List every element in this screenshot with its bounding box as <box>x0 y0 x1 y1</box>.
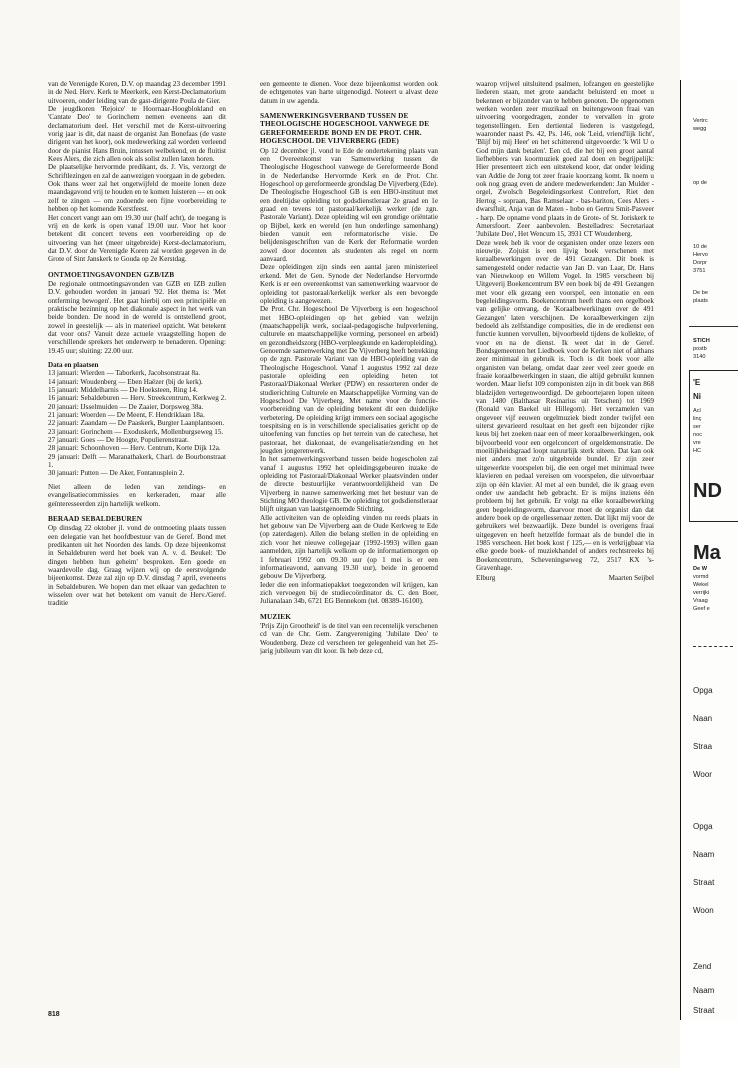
ad-fragment: Opga <box>693 686 713 695</box>
paragraph: In het samenwerkingsverband tussen beide hogescholen zal vanaf 1 augustus 1992 het opleidingsgebeuren inzake de opleiding tot Pastoraal/Diakonaal Werker plaatsvinden onder de directe bestuurlijke verantwoordelijkheid van De Vijverberg in nauwe samenwerking met het bestuur van de Stichting MO theologie GB. De opleiding tot godsdienstleraar blijft uitgaan van laatstgenoemde Stichting. <box>260 455 438 514</box>
paragraph: Alle activiteiten van de opleiding vinden nu reeds plaats in het gebouw van De Vijverberg aan de Oude Kerkweg te Ede (op zaterdagen). Allen die belang stellen in de opleiding en zich voor het nieuwe collegejaar (1992-1993) willen gaan aanmelden, zijn hartelijk welkom op de informatiemorgen op 1 februari 1992 om 09.30 uur (op 1 mei is er een informatieavond, aanvang 19.30 uur), beide in genoemd gebouw De Vijverberg. <box>260 513 438 581</box>
ad-fragment: Zend <box>693 962 712 971</box>
ad-fragment: postb <box>693 346 707 352</box>
ad-fragment: vre <box>693 440 701 446</box>
ad-fragment: HC <box>693 448 702 454</box>
ad-fragment: Hervo <box>693 252 708 258</box>
ad-fragment: Naam <box>693 986 715 995</box>
ad-fragment: ser <box>693 424 701 430</box>
paragraph: Niet alleen de leden van zendings- en evangelisatiecommissies en kerkeraden, maar alle geïnteresseerden zijn hartelijk welkom. <box>48 482 226 508</box>
page-number: 818 <box>48 1011 60 1018</box>
paragraph: Deze week heb ik voor de organisten onder onze lezers een nieuwtje. Zojuist is een lijvig boek verschenen met koraalbewerkingen over de 491 Gezangen. Dit boek is samengesteld onder redactie van Jan D. van Laar, Dr. Hans van Nieuwkoop en Willem Vogel. In 1985 verscheen bij Uitgeverij Boekencentrum BV een boek bij de 491 Gezangen met voor elk gezang een voorspel, een intonatie en een begeleidingsvorm. Boekencentrum heeft thans een orgelboek van gelijke omvang, de 'Koraalbewerkingen over de 491 Gezangen' laten verschijnen. De koraalbewerkingen zijn bedoeld als zelfstandige composities, die in de eredienst een functie kunnen vervullen, bijvoorbeeld tijdens de kollekte, of voor en na de dienst. Ik weet dat in de Geref. Bondsgemeenten het Liedboek voor de Kerken niet of althans zeer minimaal in gebruik is. Toch is dit boek voor alle organisten van belang, omdat daar zeer veel zeer goede en fraaie koraalbewerkingen in staan, die altijd gebruikt kunnen worden. Maar liefst 109 componisten zijn in dit boek van 868 bladzijden vertegenwoordigd. De geboortejaren lopen uiteen van 1480 (Balthasar Resinarius uit Tetschen) tot 1969 (Ronald van Baekel uit Hillegom). Het verzamelen van ongeveer vijf eeuwen orgelmuziek biedt zonder twijfel een uiterst gevarieerd resultaat en het geeft een bijzonder rijke keus bij het zoeken naar een of meer koraalbewerkingen, ook bijvoorbeeld voor een orgelconcert of orgeldemonstratie. De moeilijkheidsgraad loopt natuurlijk sterk uiteen. Dat kan ook niet anders met zo'n uitgebreide bundel. Er zijn zeer uitgewerkte voorspelen bij, die een orgel met minimaal twee klavieren en pedaal vereisen om voorspelen, die uitvoerbaar zijn op één klavier. Al met al een bundel, die ik graag even onder uw aandacht heb gebracht. Er is mijns inziens één probleem bij het gebruik. Er volgt na elke koraalbewerking geen begeleidingsvorm, daarvoor moet de organist dan dat andere boek op de orgellessenaar zetten. Dat lijkt mij voor de gebruikers wel bezwaarlijk. Deze bundel is overigens fraai uitgegeven en heeft hetzelfde formaat als de bundel die in 1985 verscheen. Het boek kost ƒ 125,— en is verkrijgbaar via elke goede boek- of muziekhandel of anders rechtstreeks bij Boekencentrum, Scheveningseweg 72, 2517 KX 's-Gravenhage. <box>476 238 654 572</box>
section-heading: BERAAD SEBALDEBUREN <box>48 513 143 523</box>
ad-fragment: Woon <box>693 906 714 915</box>
list-item: 23 januari: Gorinchem — Exoduskerk, Mollenburgseweg 15. <box>48 427 224 436</box>
paragraph: van de Verenigde Koren, D.V. op maandag 23 december 1991 in de Ned. Herv. Kerk te Meerkerk, een Kerst-Declamatorium uitvoeren, onder leiding van de gast-dirigente Poula de Gier. <box>48 80 226 105</box>
paragraph: De plaatselijke hervormde predikant, ds. J. Vis, verzorgt de Schriftlezingen en zal de aanwezigen voorgaan in de gebeden. <box>48 163 226 180</box>
list-item: 20 januari: IJsselmuiden — De Zaaier, Dorpsweg 38a. <box>48 402 204 411</box>
ad-fragment: linç <box>693 416 702 422</box>
ad-fragment: wegg <box>693 126 707 132</box>
ad-fragment: Straa <box>693 742 713 751</box>
paragraph: De regionale ontmoetingsavonden van GZB en IZB zullen D.V. gehouden worden in januari '92. Het thema is: 'Met ontferming bewogen'. Het gaat hierbij om een principiële en praktische bezinning op het diakonale aspect in het werk van beide bonden. De nood in de wereld is ontstellend groot, zowel in geestelijk — als in materieel opzicht. Wat betekent dat voor ons? Vanuit deze actuele vraagstelling hopen de verschillende sprekers het onderwerp te benaderen. Opening: 19.45 uur; sluiting: 22.00 uur. <box>48 279 226 355</box>
section-heading: MUZIEK <box>260 611 292 621</box>
section-heading: ONTMOETINGSAVONDEN GZB/IZB <box>48 269 175 279</box>
ad-fragment: 'E <box>693 378 701 387</box>
ad-fragment: Opga <box>693 822 713 831</box>
section-heading: SAMENWERKINGSVERBAND TUSSEN DE THEOLOGISCHE HOGESCHOOL VANWEGE DE GEREFORMEERDE BOND EN DE PROT. CHR. HOGESCHOOL DE VIJVERBERG (EDE) <box>260 111 430 146</box>
paragraph: Het concert vangt aan om 19.30 uur (half acht), de toegang is vrij en de kerk is open vanaf 19.00 uur. Voor het koor betekent dit concert tevens een voorbereiding op de uitvoering van het (meer uitgebreide) Kerst-declamatorium, dat D.V. door de Verenigde Koren zal worden gegeven in de Grote of Sint Janskerk te Gouda op 2e Kerstdag. <box>48 213 226 264</box>
ad-fragment: Ni <box>693 392 701 401</box>
ad-fragment: op de <box>693 180 707 186</box>
paragraph: Ook thans weer zal het ongetwijfeld de moeite lonen deze maandagavond vrij te houden en te komen luisteren — en ook zelf te zingen — om zodoende een fijne voorbereiding te hebben op het komende Kerstfeest. <box>48 180 226 214</box>
ad-fragment: STICH <box>693 338 710 344</box>
ad-fragment: 3140 <box>693 354 706 360</box>
paragraph: waarop vrijwel uitsluitend psalmen, lofzangen en geestelijke liederen staan, met grote aandacht beluisterd en moet u bekennen er bijzonder van te hebben genoten. De opgenomen werken worden zeer muzikaal en buitengewoon fraai van uitvoering voorgedragen, zonder te vervallen in grote tegenstellingen. Een dertiental liederen is vastgelegd, waaronder naast Ps. 42, Ps. 146, ook 'Leid, vriend'lijk licht', 'Blijf bij mij Heer' en het schitterend uitgevoerde: 'k Wil U o God mijn dank betalen'. Een cd, die het bij een groot aantal liefhebbers van koormuziek goed zal doen en begrijpelijk: Hier presenteert zich een uitstekend koor, dat onder leiding van Addie de Jong tot zeer fraaie koorzang komt. Ik noem u ook nog graag even de andere medewerkenden: Jan Mulder - orgel, Zwolsch Begeleidingsorkest Contrefort, Riet den Hertog - sopraan, Bas Ramselaar - bas-bariton, Cees Alers - dwarsfluit, Anja van de Maten - hobo en Gertru Smit-Pasveer - harp. De opname vond plaats in de Grote- of St. Joriskerk te Amersfoort. Zeer aanbevolen. Bestelladres: Secretariaat 'Jubilate Deo', Het Wencum 15, 3931 CT Woudenberg. <box>476 80 654 239</box>
ad-fragment: 10 de <box>693 244 707 250</box>
ad-fragment: Straat <box>693 878 715 887</box>
divider <box>693 646 733 647</box>
paragraph: De jeugdkoren 'Rejoice' te Hoornaar-Hoogblokland en 'Cantate Deo' te Gorinchem nemen eveneens aan dit declamatorium deel. Het verschil met de Kerst-uitvoering vorig jaar is dit, dat naast de organist Jan Bonefaas (de vaste dirigent van het koor), ook medewerking zal worden verleend door de pianist Hans Bruin, intussen welbekend, en de fluitist Kees Alers, die zich allen ook als solist zullen laten horen. <box>48 105 226 164</box>
author: Maarten Seijbel <box>608 574 654 583</box>
ad-fragment: Ma <box>693 542 721 564</box>
ad-fragment: noc <box>693 432 703 438</box>
divider <box>689 326 738 327</box>
ad-fragment: 3751 <box>693 268 706 274</box>
paragraph: 'Prijs Zijn Grootheid' is de titel van een recentelijk verschenen cd van de Chr. Gem. Zangvereniging 'Jubilate Deo' te Woudenberg. Deze cd verscheen ter gelegenheid van het 25-jarig jubileum van dit koor. Ik heb deze cd, <box>260 621 438 655</box>
list-item: 30 januari: Putten — De Aker, Fontanusplein 2. <box>48 469 185 478</box>
column-2 <box>260 80 438 1000</box>
list-item: 28 januari: Schoonhoven — Herv. Centrum, Korte Dijk 12a. <box>48 444 221 453</box>
paragraph: een gemeente te dienen. Voor deze bijeenkomst worden ook de echtgenotes van harte uitgenodigd. Noteert u alvast deze datum in uw agenda. <box>260 80 438 105</box>
ad-fragment: Vraag <box>693 598 708 604</box>
paragraph: Ieder die een informatiepakket toegezonden wil krijgen, kan zich vervoegen bij de studiecoördinator ds. C. den Boer, Julianalaan 34b, 6721 EG Bennekom (tel. 08389-16100). <box>260 580 438 606</box>
list-item: 27 januari: Goes — De Hoogte, Populierenstraat. <box>48 436 189 445</box>
paragraph: De Prot. Chr. Hogeschool De Vijverberg is een hogeschool met HBO-opleidingen op het gebied van welzijn (maatschappelijk werk, sociaal-pedagogische hulpverlening, culturele en maatschappelijke vorming, personeel en arbeid) en gezondheidszorg (HBO-verpleegkunde en kaderopleiding). <box>260 305 438 347</box>
ad-fragment: Straat <box>693 1006 715 1015</box>
paragraph: Op 12 december jl. vond te Ede de ondertekening plaats van een Overeenkomst van Samenwerking tussen de Theologische Hogeschool vanwege de Gereformeerde Bond in de Nederlandse Hervormde Kerk en de Prot. Chr. Hogeschool op gereformeerde grondslag De Vijverberg (Ede). <box>260 146 438 189</box>
ad-fragment: Acl <box>693 408 701 414</box>
ad-fragment: Naan <box>693 714 713 723</box>
ad-fragment: Naam <box>693 850 715 859</box>
ad-fragment: Woor <box>693 770 712 779</box>
place: Elburg <box>476 574 496 583</box>
list-item: 16 januari: Sebaldeburen — Herv. Streekcentrum, Kerkweg 2. <box>48 394 226 403</box>
list-item: 13 januari: Wierden — Taborkerk, Jacobsonstraat 8a. <box>48 369 201 378</box>
ad-fragment: Dorpr <box>693 260 707 266</box>
list-item: 14 januari: Woudenberg — Eben Haëzer (bij de kerk). <box>48 377 203 386</box>
signature-line <box>476 574 654 582</box>
ad-fragment: ND <box>693 480 722 502</box>
advertisement-strip <box>680 80 738 1020</box>
ad-fragment: vormd <box>693 574 709 580</box>
column-3 <box>476 80 654 1000</box>
ad-fragment: Vertrc <box>693 118 708 124</box>
paragraph: Genoemde samenwerking met De Vijverberg heeft betrekking op de zgn. Pastorale Variant van de HBO-opleiding van de Theologische Hogeschool. Vanaf 1 augustus 1992 zal deze pastorale opleiding een opleiding heten tot Pastoraal/Diakonaal Werker (PDW) en ressorteren onder de studierichting Culturele en Maatschappelijke Vorming van de Hogeschool De Vijverberg. Met name voor de functie-voorbereiding van de opleiding betekent dit een duidelijke verbetering. De opleiding krijgt immers een sociaal agogische toespitsing en is in verschillende specialisaties gericht op de uitoefening van functies op het terrein van de catechese, het pastoraat, het diakonaat, de evangelisatie/zending en het jeugden jongerenwerk. <box>260 346 438 456</box>
column-1 <box>48 80 226 1000</box>
ad-fragment: De W <box>693 566 707 572</box>
date-list <box>48 369 226 477</box>
list-item: 15 januari: Middelharnis — De Hoeksteen, Ring 14. <box>48 386 198 395</box>
subheading: Data en plaatsen <box>48 361 99 370</box>
ad-fragment: De be <box>693 290 708 296</box>
ad-fragment: plaats <box>693 298 708 304</box>
paragraph: Op dinsdag 22 oktober jl. vond de ontmoeting plaats tussen een delegatie van het hoofdbestuur van de Geref. Bond met predikanten uit het Noorden des lands. Op deze bijeenkomst in Sebaldeburen werd het boek van A. v. d. Beukel: 'De dingen hebben hun geheim' besproken. Een goede en waardevolle dag. Graag wijzen wij op de eerstvolgende bijeenkomst. Deze zal zijn op D.V. dinsdag 7 april, eveneens in Sebaldeburen. We hopen dan met elkaar van gedachten te wisselen over wat het betekent om vanuit de Herv./Geref. traditie <box>48 524 226 608</box>
list-item: 21 januari: Woerden — De Meent, F. Hendriklaan 18a. <box>48 411 205 420</box>
ad-fragment: Geef e <box>693 606 710 612</box>
paragraph: Deze opleidingen zijn sinds een aantal jaren ministerieel erkend. Met de Gen. Synode der Nederlandse Hervormde Kerk is er een overeenkomst van samenwerking waarvoor de opleiding tot pastoraal/kerkelijk werker als een bevoegde opleiding is aangewezen. <box>260 263 438 305</box>
list-item: 29 januari: Delft — Maranathakerk, Charl. de Bourbonstraat 1. <box>48 452 226 470</box>
paragraph: De Theologische Hogeschool GB is een HBO-instituut met een deeltijdse opleiding tot godsdienstleraar 2e graad en 1e graad en tevens tot pastoraal/kerkelijk werker (de zgn. Pastorale Variant). Deze opleiding wil een grondige oriëntatie op Bijbel, kerk en wereld (en hun onderlinge samenhang) bieden vanuit een reformatorische visie. De belijdenisgeschriften van de Kerk der Reformatie worden zowel door docenten als studenten als regel en norm aanvaard. <box>260 188 438 264</box>
list-item: 22 januari: Zaandam — De Paaskerk, Burgter Laanplantsoen. <box>48 419 225 428</box>
ad-fragment: verrijki <box>693 590 710 596</box>
ad-fragment: Wekel <box>693 582 709 588</box>
